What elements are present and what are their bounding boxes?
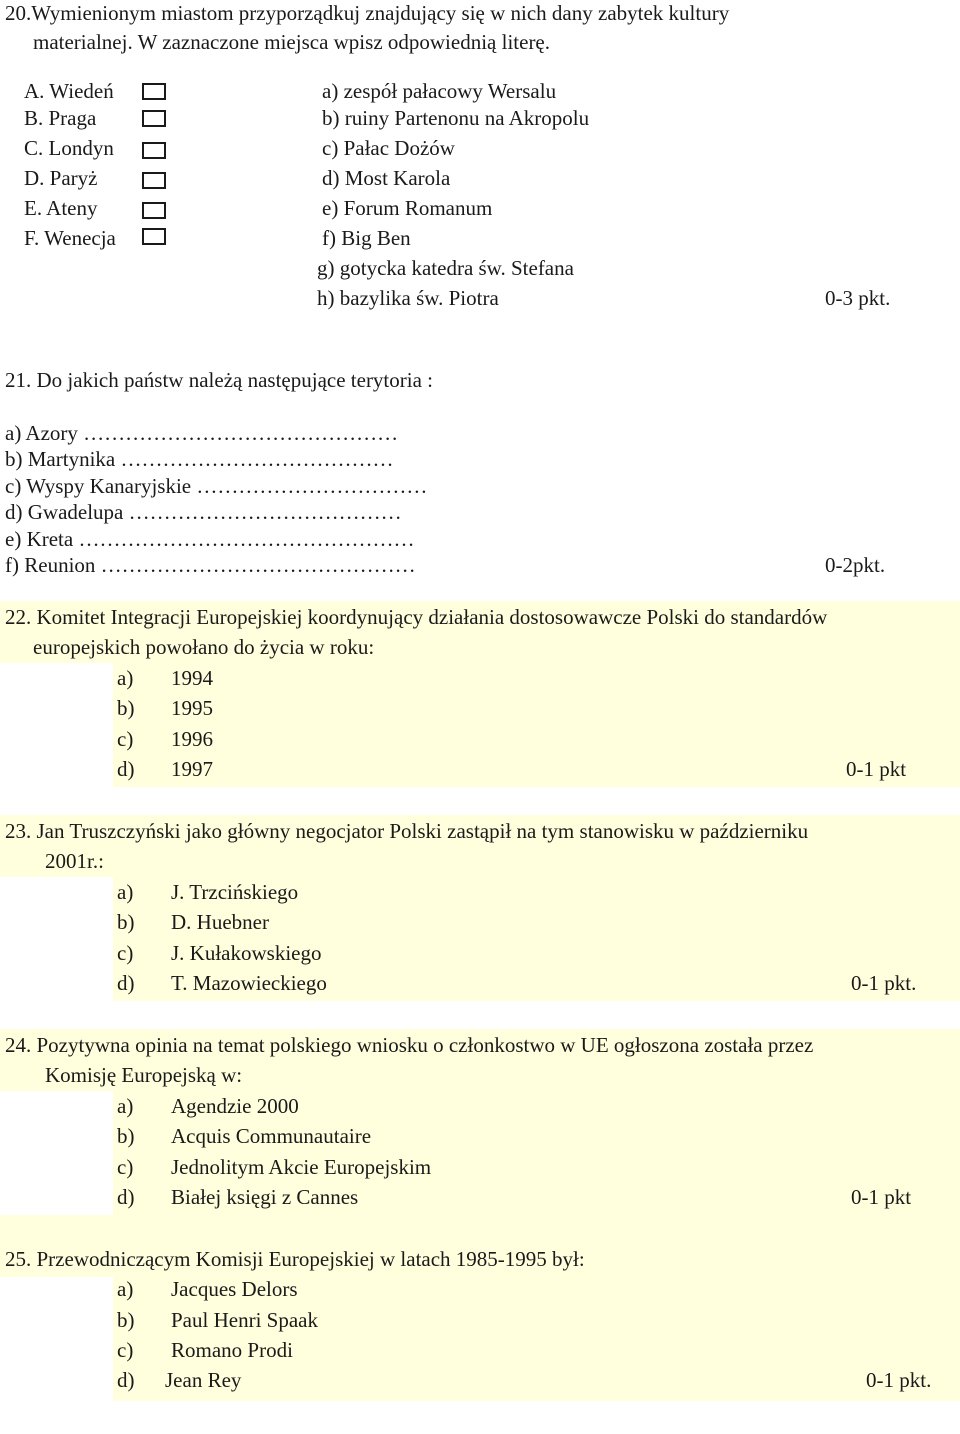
option-letter-b: b) bbox=[117, 1308, 135, 1332]
option-c[interactable]: 1996 bbox=[171, 727, 213, 751]
option-letter-c: c) bbox=[117, 1155, 134, 1179]
option-letter-d: d) bbox=[117, 757, 135, 781]
answer-blank[interactable]: ………………………………… bbox=[120, 447, 394, 471]
answer-box-f[interactable] bbox=[142, 228, 166, 245]
option-d[interactable]: T. Mazowieckiego bbox=[171, 971, 327, 995]
answer-box-e[interactable] bbox=[142, 202, 166, 219]
option-letter-b: b) bbox=[117, 1124, 135, 1148]
monument-f: f) Big Ben bbox=[322, 226, 411, 250]
question-20-line1: 20.Wymienionym miastom przyporządkuj znajdujący się w nich dany zabytek kultury bbox=[5, 1, 730, 25]
question-22-line2: europejskich powołano do życia w roku: bbox=[33, 635, 375, 659]
option-letter-a: a) bbox=[117, 666, 134, 690]
option-letter-c: c) bbox=[117, 1338, 134, 1362]
monument-b: b) ruiny Partenonu na Akropolu bbox=[322, 106, 590, 130]
monument-d: d) Most Karola bbox=[322, 166, 451, 190]
option-b[interactable]: Paul Henri Spaak bbox=[171, 1308, 318, 1332]
question-23-line2: 2001r.: bbox=[45, 849, 104, 873]
question-24-line1: 24. Pozytywna opinia na temat polskiego wniosku o członkostwo w UE ogłoszona została przez bbox=[5, 1033, 814, 1057]
option-letter-c: c) bbox=[117, 727, 134, 751]
option-c[interactable]: J. Kułakowskiego bbox=[171, 941, 322, 965]
option-b[interactable]: Acquis Communautaire bbox=[171, 1124, 372, 1148]
answer-blank[interactable]: …………………………… bbox=[196, 474, 428, 498]
option-c[interactable]: Jednolitym Akcie Europejskim bbox=[171, 1155, 432, 1179]
question-20-line2: materialnej. W zaznaczone miejsca wpisz odpowiednią literę. bbox=[33, 30, 551, 54]
city-c: C. Londyn bbox=[24, 136, 114, 160]
option-letter-a: a) bbox=[117, 880, 134, 904]
answer-box-b[interactable] bbox=[142, 110, 166, 127]
question-22-line1: 22. Komitet Integracji Europejskiej koordynujący działania dostosowawcze Polski do standardów bbox=[5, 605, 828, 629]
territory-label: c) Wyspy Kanaryjskie bbox=[5, 474, 192, 498]
answer-box-a[interactable] bbox=[142, 83, 166, 100]
answer-blank[interactable]: ………………………………………… bbox=[78, 527, 415, 551]
monument-g: g) gotycka katedra św. Stefana bbox=[317, 256, 574, 280]
option-letter-b: b) bbox=[117, 910, 135, 934]
option-a[interactable]: Jacques Delors bbox=[171, 1277, 298, 1301]
option-c[interactable]: Romano Prodi bbox=[171, 1338, 293, 1362]
question-25-points: 0-1 pkt. bbox=[866, 1368, 932, 1392]
option-a[interactable]: J. Trzcińskiego bbox=[171, 880, 299, 904]
territory-label: e) Kreta bbox=[5, 527, 74, 551]
territory-f bbox=[5, 555, 416, 576]
answer-blank[interactable]: ………………………………… bbox=[128, 500, 402, 524]
answer-box-c[interactable] bbox=[142, 142, 166, 159]
question-23-points: 0-1 pkt. bbox=[851, 971, 917, 995]
city-a: A. Wiedeń bbox=[24, 79, 114, 103]
option-letter-b: b) bbox=[117, 696, 135, 720]
option-a[interactable]: 1994 bbox=[171, 666, 213, 690]
highlight-q22-options bbox=[113, 663, 960, 787]
city-d: D. Paryż bbox=[24, 166, 98, 190]
territory-d bbox=[5, 502, 402, 523]
question-24-points: 0-1 pkt bbox=[851, 1185, 912, 1209]
territory-label: f) Reunion bbox=[5, 553, 96, 577]
territory-c bbox=[5, 476, 427, 497]
option-a[interactable]: Agendzie 2000 bbox=[171, 1094, 299, 1118]
option-letter-a: a) bbox=[117, 1094, 134, 1118]
territory-label: a) Azory bbox=[5, 421, 78, 445]
question-24-line2: Komisję Europejską w: bbox=[45, 1063, 243, 1087]
question-20-points: 0-3 pkt. bbox=[825, 286, 891, 310]
option-letter-a: a) bbox=[117, 1277, 134, 1301]
territory-label: b) Martynika bbox=[5, 447, 116, 471]
territory-b bbox=[5, 449, 393, 470]
option-letter-d: d) bbox=[117, 1368, 135, 1392]
question-21-title: 21. Do jakich państw należą następujące terytoria : bbox=[5, 368, 433, 392]
option-d[interactable]: Białej księgi z Cannes bbox=[171, 1185, 359, 1209]
city-b: B. Praga bbox=[24, 106, 97, 130]
territory-e bbox=[5, 529, 414, 550]
question-25-line1: 25. Przewodniczącym Komisji Europejskiej w latach 1985-1995 był: bbox=[5, 1247, 585, 1271]
monument-a: a) zespół pałacowy Wersalu bbox=[322, 79, 557, 103]
answer-blank[interactable]: ……………………………………… bbox=[83, 421, 399, 445]
option-b[interactable]: 1995 bbox=[171, 696, 213, 720]
answer-blank[interactable]: ……………………………………… bbox=[100, 553, 416, 577]
answer-box-d[interactable] bbox=[142, 172, 166, 189]
option-b[interactable]: D. Huebner bbox=[171, 910, 269, 934]
city-e: E. Ateny bbox=[24, 196, 98, 220]
monument-h: h) bazylika św. Piotra bbox=[317, 286, 499, 310]
territory-a bbox=[5, 423, 398, 444]
option-d[interactable]: Jean Rey bbox=[165, 1368, 242, 1392]
monument-e: e) Forum Romanum bbox=[322, 196, 493, 220]
option-letter-c: c) bbox=[117, 941, 134, 965]
territory-label: d) Gwadelupa bbox=[5, 500, 124, 524]
question-22-points: 0-1 pkt bbox=[846, 757, 907, 781]
city-f: F. Wenecja bbox=[24, 226, 116, 250]
question-21-points: 0-2pkt. bbox=[825, 553, 886, 577]
option-letter-d: d) bbox=[117, 971, 135, 995]
option-d[interactable]: 1997 bbox=[171, 757, 213, 781]
monument-c: c) Pałac Dożów bbox=[322, 136, 455, 160]
option-letter-d: d) bbox=[117, 1185, 135, 1209]
question-23-line1: 23. Jan Truszczyński jako główny negocjator Polski zastąpił na tym stanowisku w październiku bbox=[5, 819, 809, 843]
